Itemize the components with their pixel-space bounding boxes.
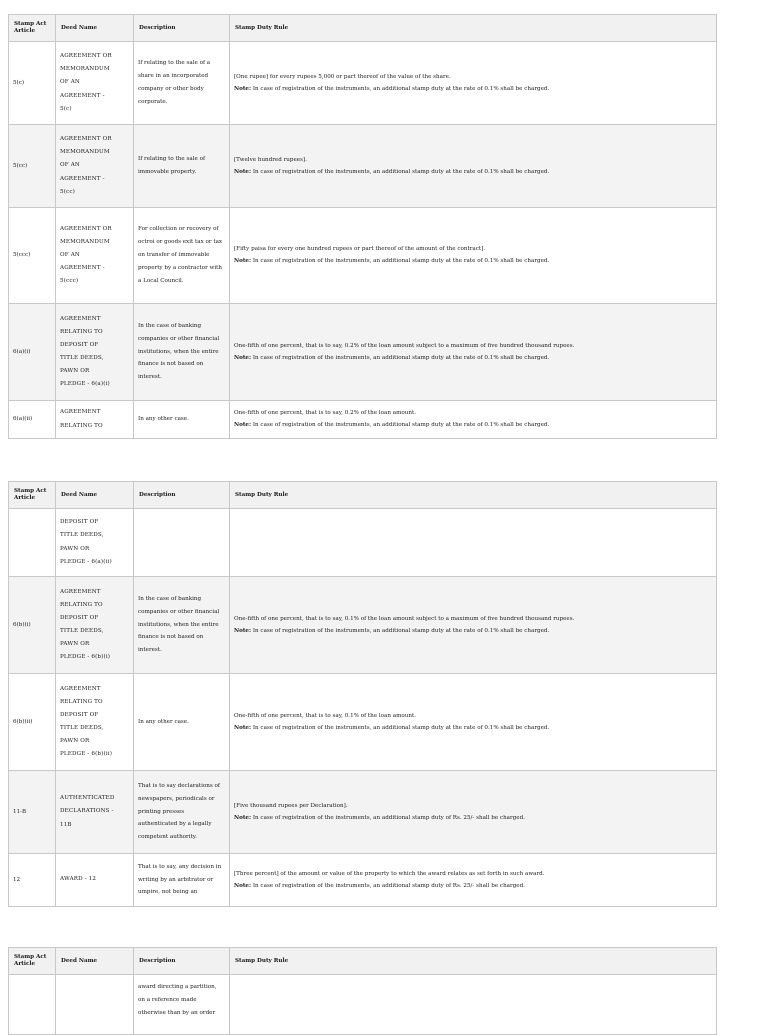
stamp-duty-rule-cell: [Five thousand rupees per Declaration]. Note: In case of registration of the instruments, an additional stamp duty of Rs. 25/- shall be charged.	[230, 771, 717, 854]
description-cell: That is to say declarations of newspapers, periodicals or printing presses authenticated by a legally competent authority.	[134, 771, 230, 854]
article-cell: 12	[9, 854, 56, 907]
header-description: Description	[134, 948, 230, 975]
table-row	[9, 509, 717, 577]
deed-name-cell: DEPOSIT OF TITLE DEEDS, PAWN OR PLEDGE - 6(a)(ii)	[56, 509, 134, 577]
deed-name-cell: AGREEMENT RELATING TO DEPOSIT OF TITLE DEEDS, PAWN OR PLEDGE - 6(a)(i)	[56, 304, 134, 401]
description-cell: If relating to the sale of a share in an incorporated company or other body corporate.	[134, 42, 230, 125]
stamp-duty-rule-cell: [Twelve hundred rupees]. Note: In case of registration of the instruments, an additional stamp duty at the rate of 0.1% shall be charged.	[230, 125, 717, 208]
header-stamp-duty-rule: Stamp Duty Rule	[230, 482, 717, 509]
stamp-duty-table-2	[8, 481, 717, 907]
description-cell: award directing a partition, on a reference made otherwise than by an order	[134, 975, 230, 1035]
table-header-row	[9, 948, 717, 975]
table-row	[9, 304, 717, 401]
table-row	[9, 208, 717, 304]
article-cell: 5(c)	[9, 42, 56, 125]
description-cell: That is to say, any decision in writing by an arbitrator or umpire, not being an	[134, 854, 230, 907]
deed-name-cell: AGREEMENT RELATING TO DEPOSIT OF TITLE DEEDS, PAWN OR PLEDGE - 6(b)(ii)	[56, 674, 134, 771]
description-cell: In any other case.	[134, 674, 230, 771]
deed-name-cell: AGREEMENT RELATING TO DEPOSIT OF TITLE DEEDS, PAWN OR PLEDGE - 6(b)(i)	[56, 577, 134, 674]
article-cell	[9, 509, 56, 577]
header-article: Stamp Act Article	[9, 15, 56, 42]
stamp-duty-rule-cell: One-fifth of one percent, that is to say, 0.2% of the loan amount subject to a maximum of five hundred thousand rupees. Note: In case of registration of the instruments, an additional stamp duty at the rate of 0.1% shall be charged.	[230, 304, 717, 401]
article-cell: 6(a)(ii)	[9, 401, 56, 439]
header-article: Stamp Act Article	[9, 948, 56, 975]
deed-name-cell: AWARD - 12	[56, 854, 134, 907]
stamp-duty-table-3	[8, 947, 717, 1035]
article-cell: 6(b)(i)	[9, 577, 56, 674]
stamp-duty-rule-cell: One-fifth of one percent, that is to say, 0.1% of the loan amount subject to a maximum of five hundred thousand rupees. Note: In case of registration of the instruments, an additional stamp duty at the rate of 0.1% shall be charged.	[230, 577, 717, 674]
header-article: Stamp Act Article	[9, 482, 56, 509]
table-row	[9, 577, 717, 674]
description-cell: For collection or recovery of octroi or goods exit tax or tax on transfer of immovable property by a contractor with a Local Council.	[134, 208, 230, 304]
deed-name-cell: AUTHENTICATED DECLARATIONS - 11B	[56, 771, 134, 854]
table-row	[9, 42, 717, 125]
deed-name-cell: AGREEMENT OR MEMORANDUM OF AN AGREEMENT - 5(c)	[56, 42, 134, 125]
table-header-row	[9, 15, 717, 42]
header-stamp-duty-rule: Stamp Duty Rule	[230, 948, 717, 975]
table-row	[9, 854, 717, 907]
stamp-duty-rule-cell	[230, 975, 717, 1035]
header-stamp-duty-rule: Stamp Duty Rule	[230, 15, 717, 42]
header-deed-name: Deed Name	[56, 948, 134, 975]
table-row	[9, 674, 717, 771]
table-row	[9, 771, 717, 854]
header-description: Description	[134, 482, 230, 509]
article-cell: 5(cc)	[9, 125, 56, 208]
stamp-duty-rule-cell: One-fifth of one percent, that is to say, 0.1% of the loan amount. Note: In case of registration of the instruments, an additional stamp duty at the rate of 0.1% shall be charged.	[230, 674, 717, 771]
stamp-duty-rule-cell: One-fifth of one percent, that is to say, 0.2% of the loan amount. Note: In case of registration of the instruments, an additional stamp duty at the rate of 0.1% shall be charged.	[230, 401, 717, 439]
stamp-duty-table-1	[8, 14, 717, 439]
table-row	[9, 401, 717, 439]
stamp-duty-rule-cell	[230, 509, 717, 577]
description-cell: In any other case.	[134, 401, 230, 439]
header-deed-name: Deed Name	[56, 482, 134, 509]
header-deed-name: Deed Name	[56, 15, 134, 42]
table-row	[9, 125, 717, 208]
article-cell	[9, 975, 56, 1035]
deed-name-cell	[56, 975, 134, 1035]
article-cell: 11-B	[9, 771, 56, 854]
deed-name-cell: AGREEMENT RELATING TO	[56, 401, 134, 439]
description-cell: In the case of banking companies or other financial institutions, when the entire finance is not based on interest.	[134, 577, 230, 674]
description-cell: In the case of banking companies or other financial institutions, when the entire finance is not based on interest.	[134, 304, 230, 401]
article-cell: 6(a)(i)	[9, 304, 56, 401]
description-cell	[134, 509, 230, 577]
description-cell: If relating to the sale of immovable property.	[134, 125, 230, 208]
deed-name-cell: AGREEMENT OR MEMORANDUM OF AN AGREEMENT - 5(cc)	[56, 125, 134, 208]
article-cell: 6(b)(ii)	[9, 674, 56, 771]
stamp-duty-rule-cell: [One rupee] for every rupees 5,000 or part thereof of the value of the share. Note: In case of registration of the instruments, an additional stamp duty at the rate of 0.1% shall be charged.	[230, 42, 717, 125]
table-row	[9, 975, 717, 1035]
header-description: Description	[134, 15, 230, 42]
article-cell: 5(ccc)	[9, 208, 56, 304]
stamp-duty-rule-cell: [Fifty paisa for every one hundred rupees or part thereof of the amount of the contract]. Note: In case of registration of the instruments, an additional stamp duty at the rate of 0.1% shall be charged.	[230, 208, 717, 304]
deed-name-cell: AGREEMENT OR MEMORANDUM OF AN AGREEMENT - 5(ccc)	[56, 208, 134, 304]
stamp-duty-rule-cell: [Three percent] of the amount or value of the property to which the award relates as set forth in such award. Note: In case of registration of the instruments, an additional stamp duty of Rs. 25/- shall be charged.	[230, 854, 717, 907]
table-header-row	[9, 482, 717, 509]
